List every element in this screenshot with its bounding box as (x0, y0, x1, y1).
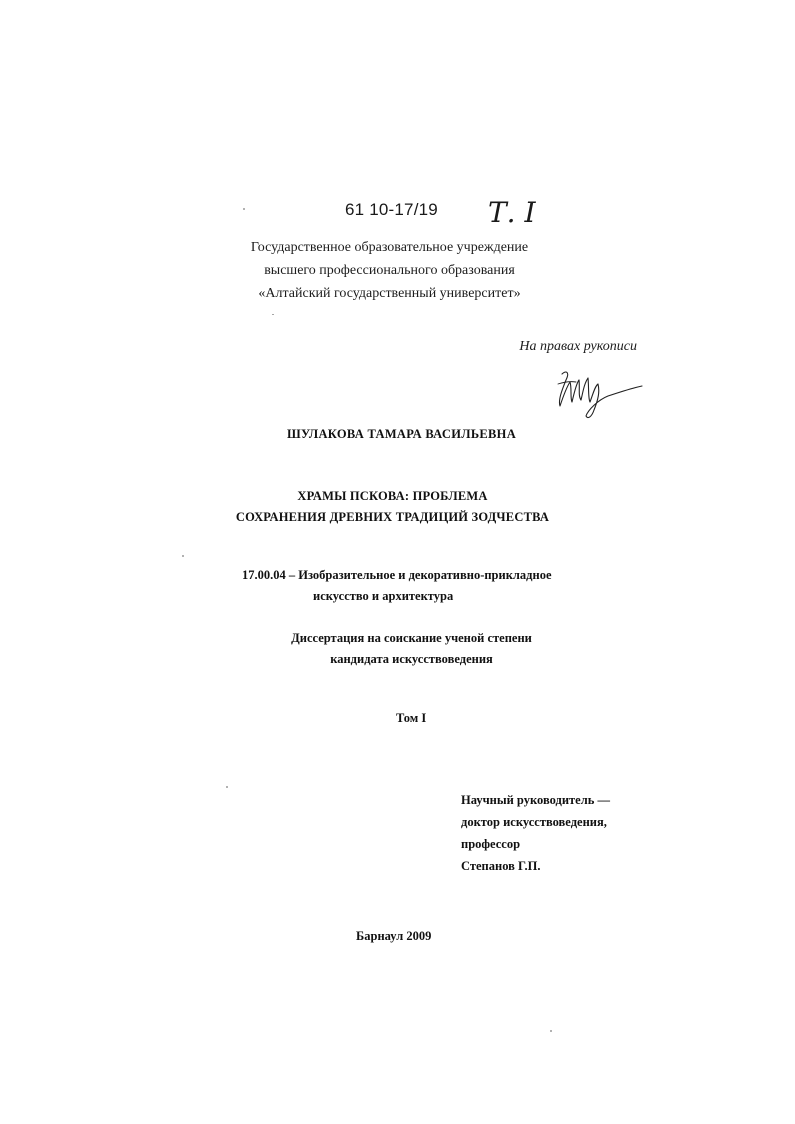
handwritten-volume-mark: Т. I (488, 196, 536, 229)
institution-block (0, 236, 787, 305)
supervisor-block (461, 789, 610, 877)
title-line-2: СОХРАНЕНИЯ ДРЕВНИХ ТРАДИЦИЙ ЗОДЧЕСТВА (235, 510, 550, 524)
specialty-line-2: искусство и архитектура (313, 589, 454, 603)
specialty-line-1: 17.00.04 – Изобразительное и декоративно-прикладное (242, 568, 552, 582)
scan-speck (243, 208, 245, 210)
degree-line-1: Диссертация на соискание ученой степени (291, 631, 532, 645)
supervisor-role: Научный руководитель — (461, 793, 610, 807)
manuscript-rights-note: На правах рукописи (519, 339, 637, 354)
degree-statement (14, 628, 795, 670)
archive-code: 61 10-17/19 (345, 200, 438, 219)
supervisor-degree: доктор искусствоведения, (461, 815, 607, 829)
volume-label: Том I (396, 711, 427, 725)
scan-speck (182, 555, 184, 557)
author-name: ШУЛАКОВА ТАМАРА ВАСИЛЬЕВНА (287, 427, 517, 441)
institution-line-3: «Алтайский государственный университет» (258, 286, 521, 301)
title-line-1: ХРАМЫ ПСКОВА: ПРОБЛЕМА (297, 489, 488, 503)
signature-image (548, 366, 648, 426)
supervisor-name: Степанов Г.П. (461, 859, 541, 873)
dissertation-title (0, 486, 790, 528)
scan-speck (550, 1030, 552, 1032)
institution-line-2: высшего профессионального образования (264, 263, 515, 278)
city-year: Барнаул 2009 (356, 929, 432, 943)
scan-speck (226, 786, 228, 788)
degree-line-2: кандидата искусствоведения (330, 652, 493, 666)
institution-line-1: Государственное образовательное учреждение (250, 240, 529, 255)
scan-speck (272, 314, 274, 315)
supervisor-rank: профессор (461, 837, 521, 851)
